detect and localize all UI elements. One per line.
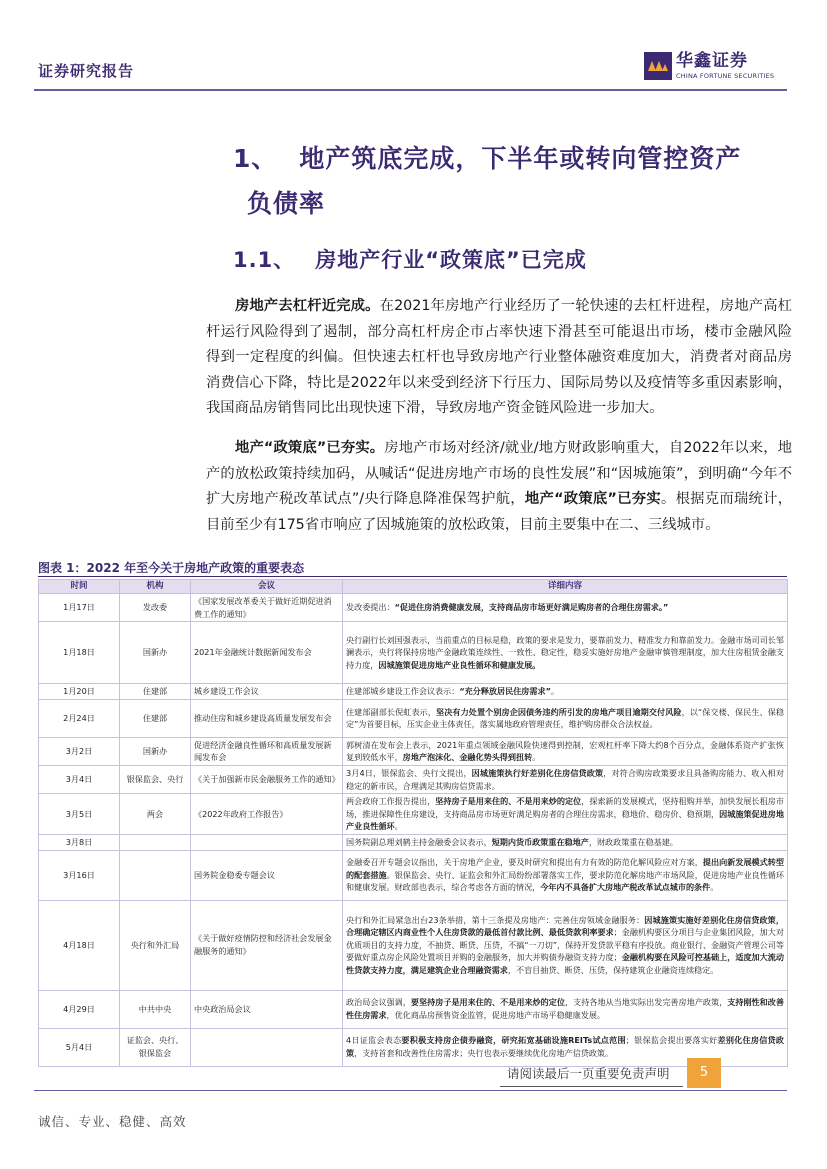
detail-text: 。银保监会、央行、证监会和外汇局纷纷部署落实工作，要求防范化解房地产市场风险，促进房地产业良性循环和健康发展。财政部也表示，综合考虑各方面的情况， <box>346 869 784 893</box>
detail-emphasis: 因城施策实施好差别化住房信贷政策，合理确定辖区内商业性个人住房贷款的最低首付款比例、最低贷款利率要求 <box>346 914 784 938</box>
detail-emphasis: 差别化住房信贷政策 <box>346 1035 784 1059</box>
cell-details <box>343 594 788 622</box>
paragraph-body: 在2021年房地产行业经历了一轮快速的去杠杆进程，房地产高杠杆运行风险得到了遏制，部分高杠杆房企市占率快速下滑甚至可能退出市场，楼市金融风险得到一定程度的纠偏。但快速去杠杆也导致房地产行业整体融资难度加大，消费者对商品房消费信心下降，特比是2022年以来受到经济下行压力、国际局势以及疫情等多重因素影响，我国商品房销售同比出现快速下滑，导致房地产资金链风险进一步加大。 <box>206 298 793 417</box>
disclaimer-note[interactable]: 请阅读最后一页重要免责声明 <box>507 1066 670 1081</box>
detail-text: ，对符合购房政策要求且具备购房能力、收入相对稳定的新市民，合理满足其购房信贷需求。 <box>346 767 784 791</box>
table-title: 图表 1：2022 年至今关于房地产政策的重要表态 <box>38 561 305 575</box>
detail-text: ，不盲目抽贷、断贷、压贷，保持建筑企业融资连续稳定。 <box>507 964 719 975</box>
table-row <box>39 834 788 850</box>
detail-text: ；金融机构要区分项目与企业集团风险，加大对优质项目的支持力度，不抽贷、断贷、压贷，不搞“一刀切”，保持开发贷款平稳有序投放。商业银行、金融资产管理公司等要做好重点房企风险处置项目并购的金融服务，加大并购债券融资支持力度； <box>346 927 784 963</box>
cell-meeting: 《关于做好疫情防控和经济社会发展金融服务的通知》 <box>191 900 343 990</box>
footer-slogan: 诚信、专业、稳健、高效 <box>38 1114 187 1129</box>
detail-emphasis: 短期内货币政策重在稳地产 <box>491 836 589 847</box>
cell-org: 央行和外汇局 <box>120 900 191 990</box>
table-row <box>39 900 788 990</box>
detail-text: 政治局会议强调， <box>346 997 411 1008</box>
cell-org: 发改委 <box>120 594 191 622</box>
section-title-line1: 地产筑底完成，下半年或转向管控资产 <box>299 144 742 173</box>
detail-emphasis: 金融机构要在风险可控基础上，适度加大流动性贷款支持力度，满足建筑企业合理融资需求 <box>346 952 784 975</box>
detail-emphasis: “促进住房消费健康发展，支持商品房市场更好满足购房者的合理住房需求。” <box>394 602 669 613</box>
cell-meeting <box>191 834 343 850</box>
detail-text: 3月4日，银保监会、央行文提出， <box>346 767 472 778</box>
cell-org <box>120 850 191 900</box>
detail-text: 。 <box>394 821 403 832</box>
table-row <box>39 699 788 737</box>
table-row <box>39 737 788 765</box>
detail-emphasis: 今年内不具备扩大房地产税改革试点城市的条件 <box>540 882 711 893</box>
detail-emphasis: 因城施策促进房地产业良性循环和健康发展。 <box>378 659 541 670</box>
detail-text: 住建部副部长倪虹表示， <box>346 706 437 717</box>
table-row <box>39 622 788 684</box>
cell-details <box>343 794 788 835</box>
detail-emphasis: 要积极支持房企债券融资，研究拓宽基础设施REITs试点范围 <box>401 1035 626 1046</box>
cell-org <box>120 834 191 850</box>
cell-details <box>343 699 788 737</box>
detail-text: ，以“保交楼、保民生、保稳定”为首要目标，压实企业主体责任，落实属地政府管理责任，维护购房群众合法权益。 <box>346 706 784 730</box>
table-title-rule <box>38 576 787 577</box>
detail-text: ，财政政策重在稳基建。 <box>588 836 678 847</box>
detail-text: 央行副行长刘国强表示，当前重点的目标是稳，政策的要求是发力，要靠前发力、精准发力和靠前发力。金融市场司司长邹澜表示，央行将保持房地产金融政策连续性、一致性、稳定性，稳妥实施好房地产金融审慎管理制度，加大住房租赁金融支持力度， <box>346 634 784 670</box>
cell-details <box>343 850 788 900</box>
table-row <box>39 684 788 700</box>
detail-text: 。 <box>532 752 541 763</box>
cell-org: 银保监会、央行 <box>120 765 191 793</box>
cell-org: 住建部 <box>120 684 191 700</box>
cell-date: 3月16日 <box>39 850 120 900</box>
detail-text: ；银保监会提出要落实好 <box>625 1035 718 1046</box>
detail-text: 。 <box>550 686 560 697</box>
section-heading <box>233 136 793 226</box>
policy-table <box>38 579 788 1067</box>
paragraph-policy-bottom <box>206 436 792 538</box>
paragraph-body: 。根据克而瑞统计，目前至少有175省市响应了因城施策的放松政策，目前主要集中在二、三线城市。 <box>206 491 792 533</box>
table-header-row <box>39 580 788 594</box>
detail-text: 。 <box>710 882 719 893</box>
table-row <box>39 794 788 835</box>
cell-org: 住建部 <box>120 699 191 737</box>
cell-details <box>343 990 788 1028</box>
detail-text: ，优化商品房预售资金监管，促进房地产市场平稳健康发展。 <box>386 1010 606 1021</box>
header-divider <box>34 89 787 91</box>
company-logo <box>644 52 784 82</box>
cell-date: 3月2日 <box>39 737 120 765</box>
cell-date: 5月4日 <box>39 1028 120 1066</box>
cell-date: 2月24日 <box>39 699 120 737</box>
logo-chinese-name: 华鑫证券 <box>676 51 748 71</box>
table-row <box>39 594 788 622</box>
cell-date: 1月17日 <box>39 594 120 622</box>
logo-english-name: CHINA FORTUNE SECURITIES <box>676 72 775 80</box>
column-header-details: 详细内容 <box>343 580 788 594</box>
detail-emphasis: 因城施策促进房地产业良性循环 <box>346 808 784 832</box>
table-row <box>39 850 788 900</box>
detail-text: 发改委提出： <box>346 602 395 613</box>
detail-text: 国务院副总理刘鹤主持金融委会议表示， <box>346 836 492 847</box>
subsection-number: 1.1、 <box>233 248 296 272</box>
paragraph-emphasis: 地产“政策底”已夯实 <box>524 491 661 508</box>
cell-meeting: 城乡建设工作会议 <box>191 684 343 700</box>
detail-text: 金融委召开专题会议指出，关于房地产企业，要及时研究和提出有力有效的防范化解风险应对方案， <box>346 857 703 868</box>
subsection-title: 房地产行业“政策底”已完成 <box>315 248 587 272</box>
detail-text: 4日证监会表态 <box>346 1035 402 1046</box>
detail-text: ，探索新的发展模式，坚持租购并举，加快发展长租房市场，推进保障性住房建设，支持商品房市场更好满足购房者的合理住房需求，稳地价、稳房价、稳预期， <box>346 796 784 819</box>
cell-details <box>343 765 788 793</box>
detail-text: ，支持首套和改善性住房需求；央行也表示要继续优化房地产信贷政策。 <box>354 1048 614 1059</box>
cell-details <box>343 834 788 850</box>
cell-meeting: 《关于加强新市民金融服务工作的通知》 <box>191 765 343 793</box>
detail-text: 央行和外汇局紧急出台23条举措，第十三条提及房地产：完善住房领域金融服务： <box>346 914 645 925</box>
cell-org: 两会 <box>120 794 191 835</box>
cell-meeting: 国务院金稳委专题会议 <box>191 850 343 900</box>
detail-text: ，支持各地从当地实际出发完善房地产政策， <box>565 997 728 1008</box>
cell-date: 3月8日 <box>39 834 120 850</box>
detail-emphasis: 要坚持房子是用来住的、不是用来炒的定位 <box>410 997 565 1008</box>
column-header-meeting: 会议 <box>191 580 343 594</box>
cell-meeting: 推动住房和城乡建设高质量发展发布会 <box>191 699 343 737</box>
cell-org: 中共中央 <box>120 990 191 1028</box>
paragraph-deleveraging <box>206 294 792 422</box>
logo-mark-icon <box>644 52 672 80</box>
page-number: 5 <box>687 1058 721 1088</box>
detail-emphasis: 因城施策执行好差别化住房信贷政策 <box>471 767 604 778</box>
cell-date: 3月5日 <box>39 794 120 835</box>
section-number: 1、 <box>233 144 278 173</box>
paragraph-lead: 地产“政策底”已夯实。 <box>235 440 385 456</box>
cell-date: 4月18日 <box>39 900 120 990</box>
paragraph-lead: 房地产去杠杆近完成。 <box>235 298 380 314</box>
cell-meeting: 2021年金融统计数据新闻发布会 <box>191 622 343 684</box>
cell-meeting <box>191 1028 343 1066</box>
cell-details <box>343 622 788 684</box>
detail-emphasis: 提出向新发展模式转型的配套措施 <box>346 857 784 880</box>
detail-emphasis: 坚持房子是用来住的、不是用来炒的定位 <box>435 796 582 807</box>
section-title-line2: 负债率 <box>247 189 326 218</box>
table-row <box>39 990 788 1028</box>
cell-details <box>343 737 788 765</box>
cell-org: 国新办 <box>120 737 191 765</box>
cell-details <box>343 684 788 700</box>
detail-text: 住建部城乡建设工作会议表示： <box>346 686 460 697</box>
cell-meeting: 《2022年政府工作报告》 <box>191 794 343 835</box>
detail-text: 郭树清在发布会上表示，2021年重点领域金融风险快速得到控制，宏观杠杆率下降大约8个百分点，金融体系资产扩张恢复到较低水平， <box>346 739 784 763</box>
cell-meeting: 促进经济金融良性循环和高质量发展新闻发布会 <box>191 737 343 765</box>
cell-meeting: 中央政治局会议 <box>191 990 343 1028</box>
column-header-date: 时间 <box>39 580 120 594</box>
detail-emphasis: 坚决有力处置个别房企因债务违约所引发的房地产项目逾期交付风险 <box>436 706 682 717</box>
cell-org: 国新办 <box>120 622 191 684</box>
paragraph-body: 房地产市场对经济/就业/地方财政影响重大，自2022年以来，地产的放松政策持续加码，从喊话“促进房地产市场的良性发展”和“因城施策”，到明确“今年不扩大房地产税改革试点”/央行降息降准保驾护航， <box>206 440 793 508</box>
detail-emphasis: 房地产泡沫化、金融化势头得到扭转 <box>402 752 533 763</box>
report-type-label: 证券研究报告 <box>38 62 135 80</box>
cell-date: 1月18日 <box>39 622 120 684</box>
cell-org: 证监会、央行、银保监会 <box>120 1028 191 1066</box>
detail-emphasis: 支持刚性和改善性住房需求 <box>346 997 784 1021</box>
cell-date: 3月4日 <box>39 765 120 793</box>
detail-emphasis: “充分释放居民住房需求” <box>459 686 551 697</box>
cell-date: 1月20日 <box>39 684 120 700</box>
column-header-org: 机构 <box>120 580 191 594</box>
subsection-heading <box>233 244 587 274</box>
cell-meeting: 《国家发展改革委关于做好近期促进消费工作的通知》 <box>191 594 343 622</box>
table-row <box>39 765 788 793</box>
table-row <box>39 1028 788 1066</box>
cell-details <box>343 900 788 990</box>
cell-date: 4月29日 <box>39 990 120 1028</box>
disclaimer-underline <box>500 1086 683 1087</box>
footer-divider <box>34 1090 787 1091</box>
detail-text: 两会政府工作报告提出， <box>346 796 436 807</box>
